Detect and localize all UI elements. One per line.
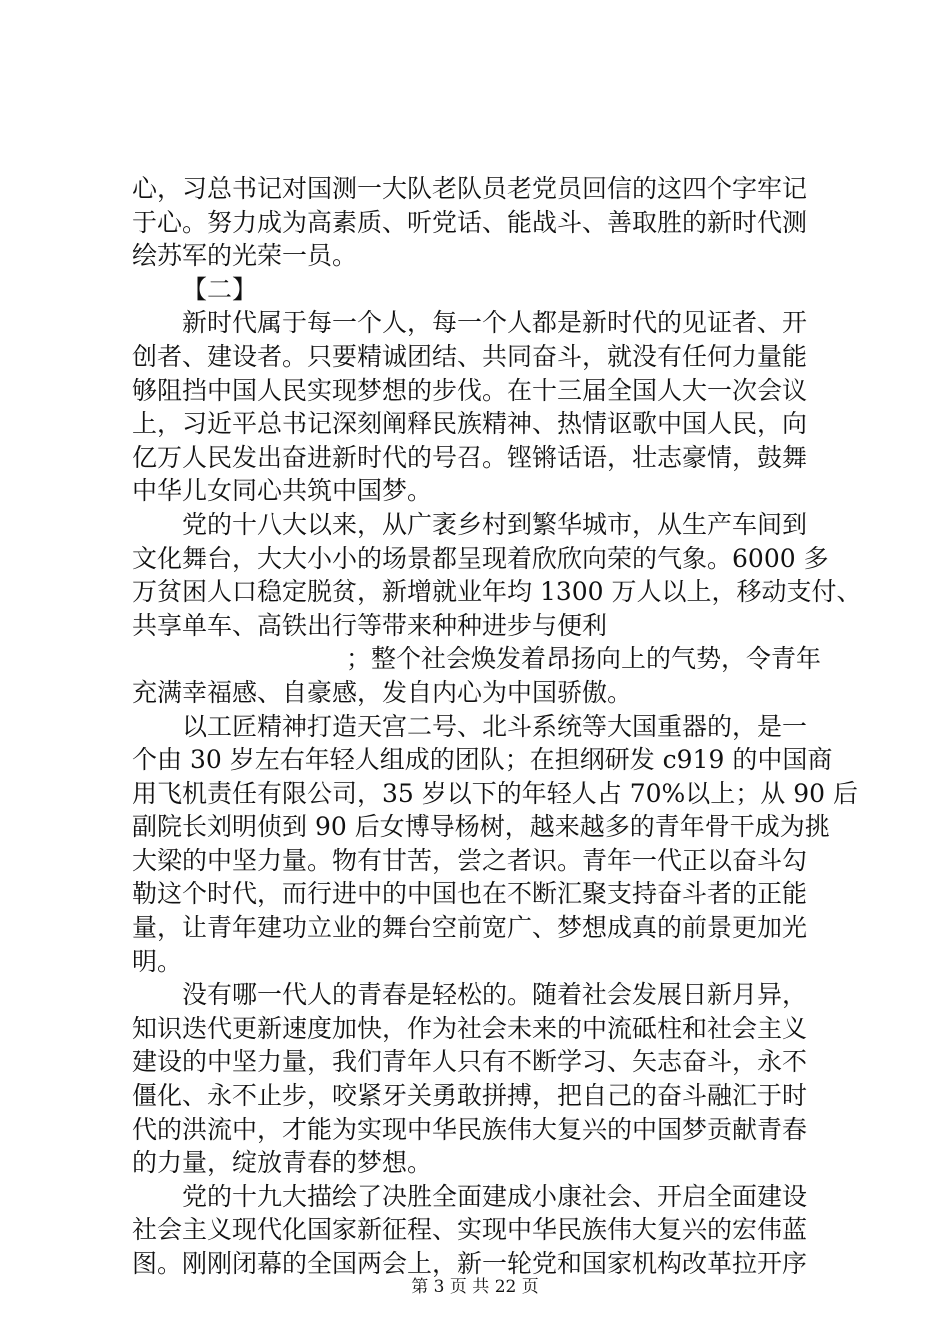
text-line: 个由 30 岁左右年轻人组成的团队；在担纲研发 c919 的中国商 bbox=[132, 745, 833, 775]
text-line: 量，让青年建功立业的舞台空前宽广、梦想成真的前景更加光 bbox=[132, 913, 808, 943]
text-line: 共享单车、高铁出行等带来种种进步与便利 bbox=[132, 610, 608, 640]
text-line: 勒这个时代，而行进中的中国也在不断汇聚支持奋斗者的正能 bbox=[132, 879, 808, 909]
text-line: 上，习近平总书记深刻阐释民族精神、热情讴歌中国人民，向 bbox=[132, 409, 808, 439]
text-line: 大梁的中坚力量。物有甘苦，尝之者识。青年一代正以奋斗勾 bbox=[132, 845, 808, 875]
text-line: 创者、建设者。只要精诚团结、共同奋斗，就没有任何力量能 bbox=[132, 341, 808, 371]
text-line: 够阻挡中国人民实现梦想的步伐。在十三届全国人大一次会议 bbox=[132, 375, 808, 405]
text-line: 以工匠精神打造天宫二号、北斗系统等大国重器的，是一 bbox=[182, 711, 808, 741]
text-line: 知识迭代更新速度加快，作为社会未来的中流砥柱和社会主义 bbox=[132, 1013, 808, 1043]
text-line: 社会主义现代化国家新征程、实现中华民族伟大复兴的宏伟蓝 bbox=[132, 1215, 808, 1245]
section-heading: 【二】 bbox=[182, 274, 258, 304]
text-line: 的力量，绽放青春的梦想。 bbox=[132, 1148, 433, 1178]
text-line: 绘苏军的光荣一员。 bbox=[132, 241, 358, 271]
text-line: 图。刚刚闭幕的全国两会上，新一轮党和国家机构改革拉开序 bbox=[132, 1249, 808, 1278]
page-number-label: 第 3 页 共 22 页 bbox=[411, 1277, 539, 1297]
text-line: ；整个社会焕发着昂扬向上的气势，令青年 bbox=[346, 644, 822, 674]
text-line: 党的十八大以来，从广袤乡村到繁华城市，从生产车间到 bbox=[182, 509, 808, 539]
text-line: 代的洪流中，才能为实现中华民族伟大复兴的中国梦贡献青春 bbox=[132, 1114, 808, 1144]
text-line: 于心。努力成为高素质、听党话、能战斗、善取胜的新时代测 bbox=[132, 207, 808, 237]
text-line: 文化舞台，大大小小的场景都呈现着欣欣向荣的气象。6000 多 bbox=[132, 543, 829, 573]
text-line: 副院长刘明侦到 90 后女博导杨树，越来越多的青年骨干成为挑 bbox=[132, 812, 830, 842]
text-line: 万贫困人口稳定脱贫，新增就业年均 1300 万人以上，移动支付、 bbox=[132, 577, 862, 607]
text-line: 僵化、永不止步，咬紧牙关勇敢拼搏，把自己的奋斗融汇于时 bbox=[132, 1081, 808, 1111]
text-line: 建设的中坚力量，我们青年人只有不断学习、矢志奋斗，永不 bbox=[132, 1047, 808, 1077]
text-line: 没有哪一代人的青春是轻松的。随着社会发展日新月异， bbox=[182, 980, 808, 1010]
text-line: 新时代属于每一个人，每一个人都是新时代的见证者、开 bbox=[182, 308, 808, 338]
text-line: 亿万人民发出奋进新时代的号召。铿锵话语，壮志豪情，鼓舞 bbox=[132, 442, 808, 472]
text-line: 中华儿女同心共筑中国梦。 bbox=[132, 476, 433, 506]
text-line: 党的十九大描绘了决胜全面建成小康社会、开启全面建设 bbox=[182, 1181, 808, 1211]
text-line: 用飞机责任有限公司，35 岁以下的年轻人占 70%以上；从 90 后 bbox=[132, 778, 858, 808]
text-line: 明。 bbox=[132, 946, 183, 976]
text-line: 心，习总书记对国测一大队老队员老党员回信的这四个字牢记 bbox=[132, 174, 808, 203]
text-line: 充满幸福感、自豪感，发自内心为中国骄傲。 bbox=[132, 677, 633, 707]
document-body bbox=[132, 172, 862, 1281]
page-footer bbox=[0, 1272, 950, 1297]
